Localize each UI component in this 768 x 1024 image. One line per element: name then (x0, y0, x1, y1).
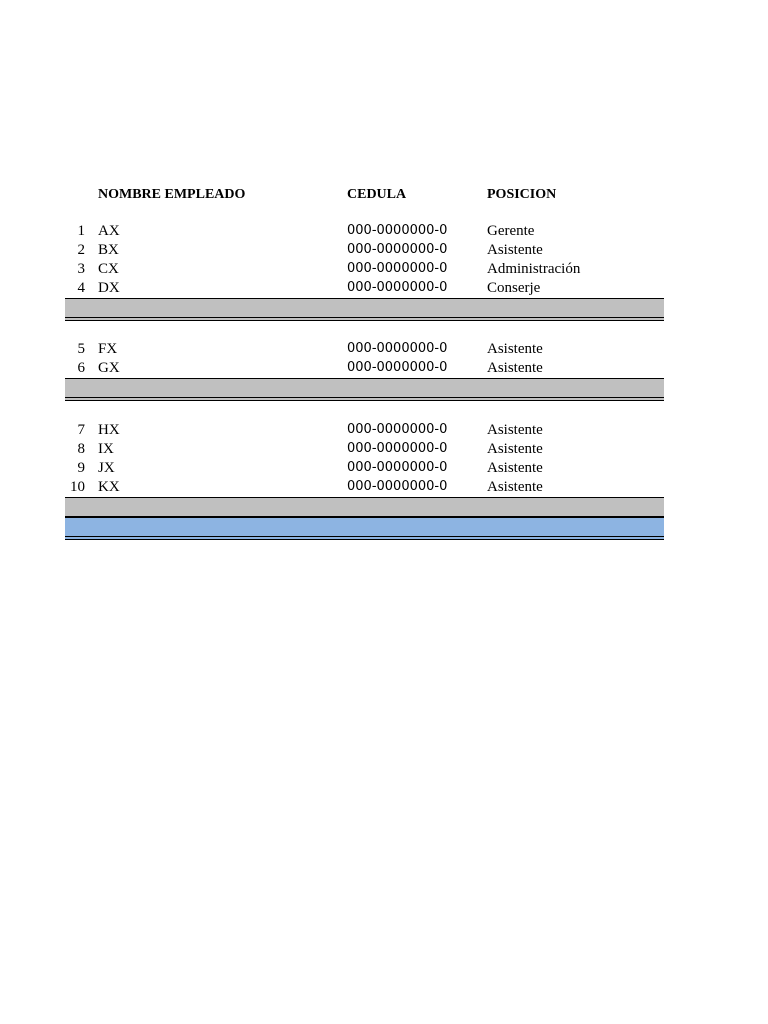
employee-cedula: 000-0000000-0 (347, 360, 448, 375)
employee-posicion: Conserje (487, 280, 541, 296)
table-row (65, 478, 664, 497)
employee-posicion: Asistente (487, 460, 543, 476)
table-row (65, 260, 664, 279)
table-row (65, 222, 664, 241)
row-number: 4 (77, 280, 85, 296)
row-number: 3 (77, 261, 85, 277)
header-nombre-empleado: NOMBRE EMPLEADO (98, 187, 246, 202)
table-row (65, 421, 664, 440)
row-number: 6 (77, 360, 85, 376)
employee-posicion: Asistente (487, 422, 543, 438)
employee-cedula: 000-0000000-0 (347, 479, 448, 494)
employee-posicion: Asistente (487, 479, 543, 495)
table-header (65, 184, 664, 206)
table-row (65, 359, 664, 378)
employee-cedula: 000-0000000-0 (347, 280, 448, 295)
employee-name: CX (98, 261, 119, 277)
header-cedula: CEDULA (347, 187, 407, 202)
row-number: 9 (77, 460, 85, 476)
employee-name: AX (98, 223, 120, 239)
employee-name: HX (98, 422, 120, 438)
employee-cedula: 000-0000000-0 (347, 441, 448, 456)
employee-name: GX (98, 360, 120, 376)
subtotal-band-2 (65, 378, 664, 401)
employee-name: IX (98, 441, 114, 457)
employee-cedula: 000-0000000-0 (347, 460, 448, 475)
employee-name: BX (98, 242, 119, 258)
header-posicion: POSICION (487, 187, 557, 202)
employee-name: DX (98, 280, 120, 296)
employee-name: FX (98, 341, 118, 357)
row-number: 1 (77, 223, 85, 239)
table-row (65, 241, 664, 260)
table-row (65, 279, 664, 298)
employee-cedula: 000-0000000-0 (347, 223, 448, 238)
row-number: 2 (77, 242, 85, 258)
employee-cedula: 000-0000000-0 (347, 261, 448, 276)
employee-posicion: Asistente (487, 341, 543, 357)
row-number: 5 (77, 341, 85, 357)
row-number: 10 (70, 479, 85, 495)
table-row (65, 440, 664, 459)
employee-cedula: 000-0000000-0 (347, 242, 448, 257)
row-number: 8 (77, 441, 85, 457)
subtotal-band-3 (65, 497, 664, 517)
employee-table (65, 184, 664, 540)
table-row (65, 459, 664, 478)
employee-cedula: 000-0000000-0 (347, 341, 448, 356)
employee-name: JX (98, 460, 115, 476)
employee-posicion: Administración (487, 261, 581, 277)
employee-posicion: Gerente (487, 223, 535, 239)
employee-name: KX (98, 479, 120, 495)
employee-posicion: Asistente (487, 242, 543, 258)
grand-total-band (65, 517, 664, 540)
table-row (65, 340, 664, 359)
subtotal-band-1 (65, 298, 664, 321)
employee-cedula: 000-0000000-0 (347, 422, 448, 437)
employee-posicion: Asistente (487, 441, 543, 457)
employee-posicion: Asistente (487, 360, 543, 376)
row-number: 7 (77, 422, 85, 438)
